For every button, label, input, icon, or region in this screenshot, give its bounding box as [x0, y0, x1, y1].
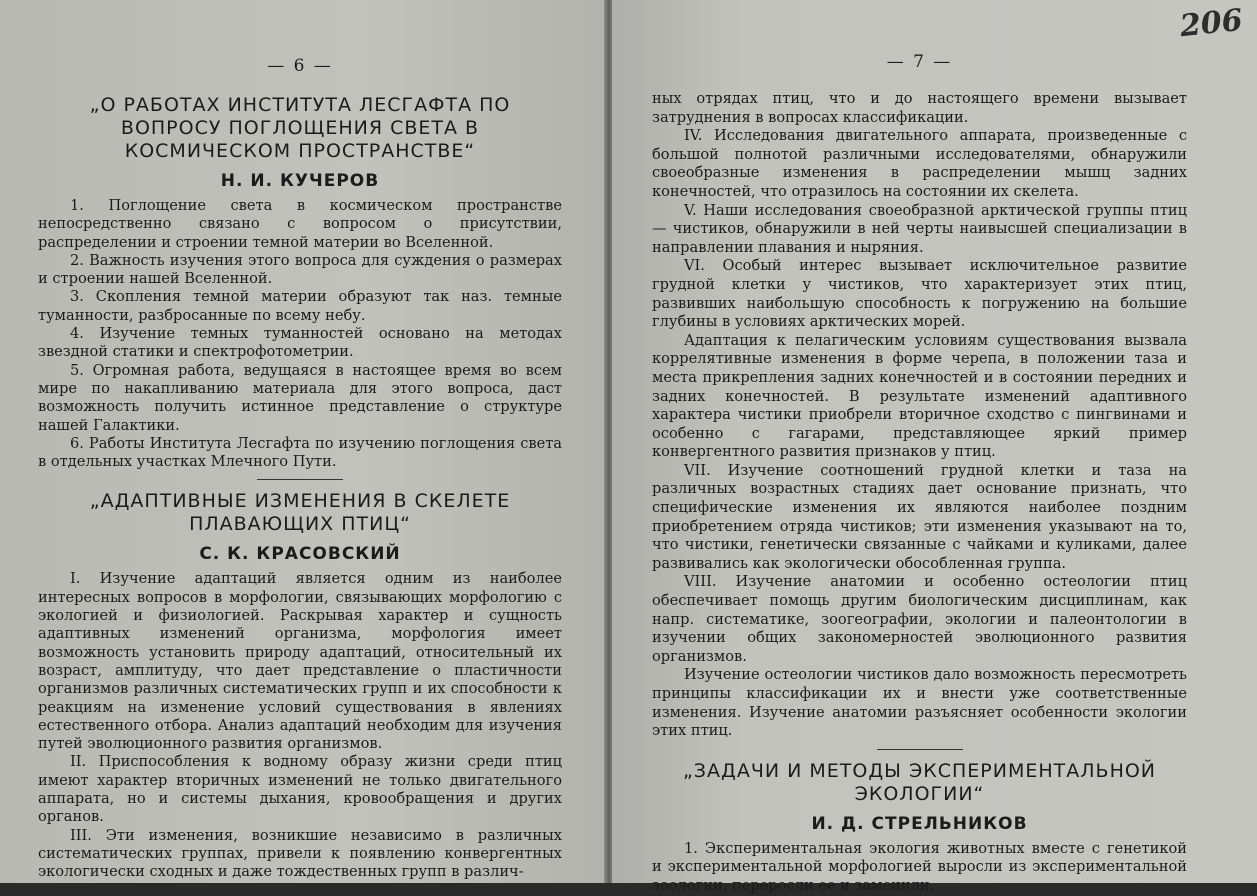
paragraph: VI. Особый интерес вызывает исключительное развитие грудной клетки у чистиков, что характеризует этих птиц, развивших наибольшую способность к погружению на большие глубины в условиях арктических морей. — [652, 257, 1187, 331]
section-divider — [877, 749, 963, 750]
author-kucherov: Н. И. КУЧЕРОВ — [220, 171, 380, 191]
paragraph: Адаптация к пелагическим условиям существования вызвала коррелятивные изменения в форме черепа, в положении таза и места прикрепления задних конечностей и в состоянии передних и задних конечностей. В результате изменений адаптивного характера чистики приобрели вторичное сходство с пингвинами и особенно с гагарами, представляющее яркий пример конвергентного развития признаков у птиц. — [652, 331, 1187, 461]
paragraph: VIII. Изучение анатомии и особенно остеологии птиц обеспечивает помощь другим биологическим дисциплинам, как напр. систематике, зоогеографии, экологии и палеонтологии в изучении общих закономерностей эволюционного развития организмов. — [652, 573, 1187, 665]
author-krasovsky: С. К. КРАСОВСКИЙ — [199, 544, 401, 565]
paragraph: 4. Изучение темных туманностей основано на методах звездной статики и спектрофотометрии. — [38, 325, 562, 361]
right-page — [612, 0, 1257, 894]
paragraph: 6. Работы Института Лесгафта по изучению поглощения света в отдельных участках Млечного Пути. — [38, 434, 562, 471]
paragraph: I. Изучение адаптаций является одним из наиболее интересных вопросов в морфологии, связывающих морфологию с экологией и физиологией. Раскрывая характер и сущность адаптивных изменений организма, морфология имеет возможность установить природу адаптаций, относительный их возраст, амплитуду, что дает представление о пластичности организмов различных систематических групп и их способности к реакциям на изменение условий существования в явлениях естественного отбора. Анализ адаптаций необходим для изучения путей эволюционного развития организмов. — [38, 570, 562, 753]
paragraph: V. Наши исследования своеобразной арктической группы птиц — чистиков, обнаружили в ней черты наивысшей специализации в направлении плавания и ныряния. — [652, 201, 1187, 256]
author-strelnikov: И. Д. СТРЕЛЬНИКОВ — [811, 813, 1028, 834]
paragraph: VII. Изучение соотношений грудной клетки и таза на различных возрастных стадиях дает основание признать, что специфические изменения их являются наиболее поздним приобретением отряда чистиков; эти изменения указывают на то, что чистики, генетически связанные с чайками и куликами, далее развивались как экологически обособленная группа. — [652, 461, 1187, 572]
paragraph: IV. Исследования двигательного аппарата, произведенные с большой полнотой различными исследователями, обнаружили своеобразные изменения в распределении мышц задних конечностей, что отразилось на состоянии их скелета. — [652, 127, 1187, 200]
paragraph: 5. Огромная работа, ведущаяся в настоящее время во всем мире по накапливанию материала для этого вопроса, даст возможность получить истинное представление о структуре нашей Галактики. — [38, 361, 562, 434]
section-title-experimental-ecology: „ЗАДАЧИ И МЕТОДЫ ЭКСПЕРИМЕНТАЛЬНОЙ ЭКОЛОГИИ“ — [682, 759, 1157, 805]
paragraph: 1. Экспериментальная экология животных вместе с генетикой и экспериментальной морфологией выросли из экспериментальной зоологии, переросли ее и заменили. — [652, 839, 1187, 894]
section-title-adaptive: „АДАПТИВНЫЕ ИЗМЕНЕНИЯ В СКЕЛЕТЕ ПЛАВАЮЩИХ ПТИЦ“ — [89, 490, 511, 536]
paragraph: Изучение остеологии чистиков дало возможность пересмотреть принципы классификации их и внести уже соответственные изменения. Изучение анатомии разъясняет особенности экологии этих птиц. — [652, 666, 1187, 740]
paragraph: ных отрядах птиц, что и до настоящего времени вызывает затруднения в вопросах классификации. — [652, 90, 1187, 126]
paragraph: III. Эти изменения, возникшие независимо в различных систематических группах, привели к появлению конвергентных экологически сходных и даже тождественных групп в различ- — [38, 826, 562, 881]
paragraph: II. Приспособления к водному образу жизни среди птиц имеют характер вторичных изменений не только двигательного аппарата, но и системы дыхания, кровообращения и других органов. — [38, 753, 562, 826]
page-number-left: — 6 — — [267, 56, 333, 76]
page-number-right: — 7 — — [886, 52, 953, 72]
section-divider — [257, 479, 343, 480]
paragraph: 3. Скопления темной материи образуют так наз. темные туманности, разбросанные по всему небу. — [38, 288, 562, 324]
left-page — [0, 0, 606, 883]
paragraph: 1. Поглощение света в космическом пространстве непосредственно связано с вопросом о присутствии, распределении и строении темной материи во Вселенной. — [38, 197, 562, 251]
handwritten-page-number: 206 — [1178, 2, 1245, 45]
section-title-lesgaft: „О РАБОТАХ ИНСТИТУТА ЛЕСГАФТА ПО ВОПРОСУ ПОГЛОЩЕНИЯ СВЕТА В КОСМИЧЕСКОМ ПРОСТРАНСТВЕ“ — [89, 94, 511, 162]
paragraph: 2. Важность изучения этого вопроса для суждения о размерах и строении нашей Вселенной. — [38, 251, 562, 288]
